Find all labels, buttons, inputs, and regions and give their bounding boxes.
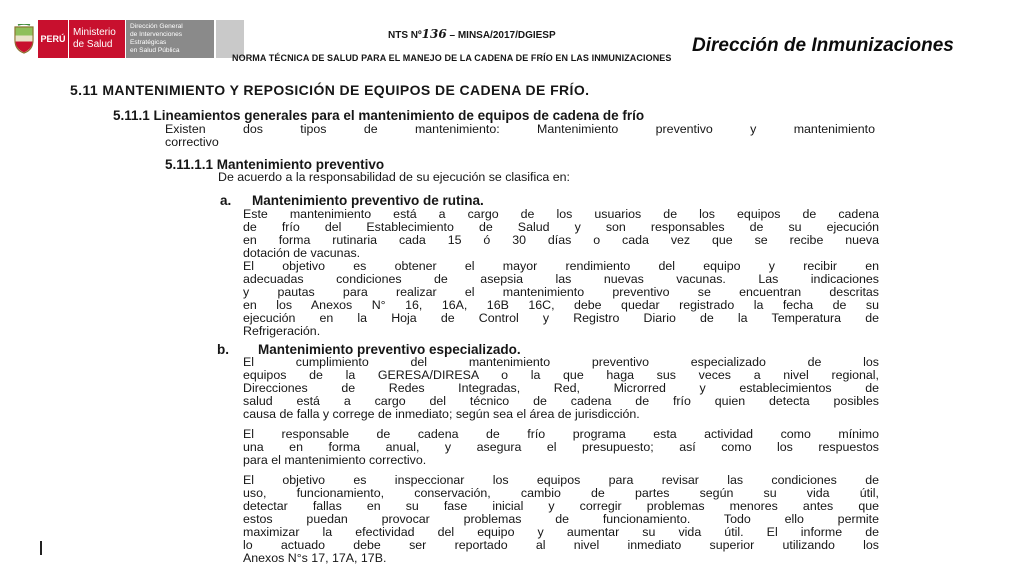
item-a-heading — [220, 193, 484, 208]
item-b-line: El responsable de cadena de frío programa esta actividad como mínimo — [243, 427, 879, 441]
item-a-line: Este mantenimiento está a cargo de los usuarios de los equipos de cadena — [243, 207, 879, 221]
item-b-line: Anexos N°s 17, 17A, 17B. — [243, 551, 387, 565]
item-b-line: causa de falla y correge de inmediato; según sea el área de jurisdicción. — [243, 407, 640, 421]
item-b-line: Direcciones de Redes Integradas, Red, Microrred y establecimientos de — [243, 381, 879, 395]
item-b-line: El objetivo es inspeccionar los equipos para revisar las condiciones de — [243, 473, 879, 487]
subsubsection-title: 5.11.1.1 Mantenimiento preventivo — [165, 157, 385, 172]
subsubsection-intro: De acuerdo a la responsabilidad de su ejecución se clasifica en: — [218, 170, 570, 184]
section-title: 5.11 MANTENIMIENTO Y REPOSICIÓN DE EQUIPOS DE CADENA DE FRÍO. — [70, 82, 590, 98]
item-a-line: adecuadas condiciones de asepsia las nuevas vacunas. Las indicaciones — [243, 272, 879, 286]
item-b-marker: b. — [217, 342, 229, 357]
item-a-line: de frío del Establecimiento de Salud y son responsables de su ejecución — [243, 220, 879, 234]
item-a-line: en forma rutinaria cada 15 ó 30 días o cada vez que se recibe nueva — [243, 233, 879, 247]
item-b-line: uso, funcionamiento, conservación, cambio de partes según su vida útil, — [243, 486, 879, 500]
item-b-line: lo actuado debe ser reportado al nivel inmediato superior utilizando los — [243, 538, 879, 552]
logo-ministry-line: de Salud — [73, 39, 113, 50]
item-a-title: Mantenimiento preventivo de rutina. — [252, 193, 484, 208]
logo-directorate-line: en Salud Pública — [130, 47, 180, 54]
item-a-line: dotación de vacunas. — [243, 246, 361, 260]
logo-ministry-line: Ministerio — [73, 27, 116, 38]
doc-code-number: 136 — [421, 27, 447, 41]
item-b-line: detectar fallas en su fase inicial y corregir problemas menores antes que — [243, 499, 879, 513]
item-b-title: Mantenimiento preventivo especializado. — [258, 342, 521, 357]
item-a-marker: a. — [220, 193, 232, 208]
item-a-line: y pautas para realizar el mantenimiento preventivo se encuentran descritas — [243, 285, 879, 299]
item-b-line: una en forma anual, y asegura el presupuesto; así como los respuestos — [243, 440, 879, 454]
logo-directorate-line: Dirección General — [130, 23, 183, 30]
item-b-line: El cumplimiento del mantenimiento preventivo especializado de los — [243, 355, 879, 369]
item-b-line: estos puedan provocar problemas de funcionamiento. Todo ello permite — [243, 512, 879, 526]
subsection-intro-line: Existen dos tipos de mantenimiento: Mantenimiento preventivo y mantenimiento — [165, 122, 875, 136]
item-b-line: maximizar la efectividad del equipo y aumentar su vida útil. El informe de — [243, 525, 879, 539]
item-a-line: El objetivo es obtener el mayor rendimiento del equipo y recibir en — [243, 259, 879, 273]
subsection-title: 5.11.1 Lineamientos generales para el mantenimiento de equipos de cadena de frío — [113, 108, 645, 123]
logo-directorate-line: de Intervenciones Estratégicas — [130, 31, 183, 46]
doc-code-suffix: – MINSA/2017/DGIESP — [446, 30, 556, 41]
item-a-line: Refrigeración. — [243, 324, 321, 338]
item-a-line: ejecución en la Hoja de Control y Registro Diario de la Temperatura de — [243, 311, 879, 325]
item-a-line: en los Anexos N° 16, 16A, 16B 16C, debe quedar registrado la fecha de su — [243, 298, 879, 312]
item-b-line: salud está a cargo del técnico de cadena de frío quien detecta posibles — [243, 394, 879, 408]
margin-mark — [40, 541, 42, 555]
doc-code-prefix: NTS Nº — [388, 30, 422, 41]
document-title: NORMA TÉCNICA DE SALUD PARA EL MANEJO DE LA CADENA DE FRÍO EN LAS INMUNIZACIONES — [232, 53, 672, 63]
logo-peru-box: PERÚ — [38, 20, 68, 58]
directorate-title: Dirección de Inmunizaciones — [692, 35, 954, 56]
subsection-intro-line: correctivo — [165, 135, 219, 149]
item-b-line: equipos de la GERESA/DIRESA o la que haga sus veces a nivel regional, — [243, 368, 879, 382]
item-b-line: para el mantenimiento correctivo. — [243, 453, 427, 467]
